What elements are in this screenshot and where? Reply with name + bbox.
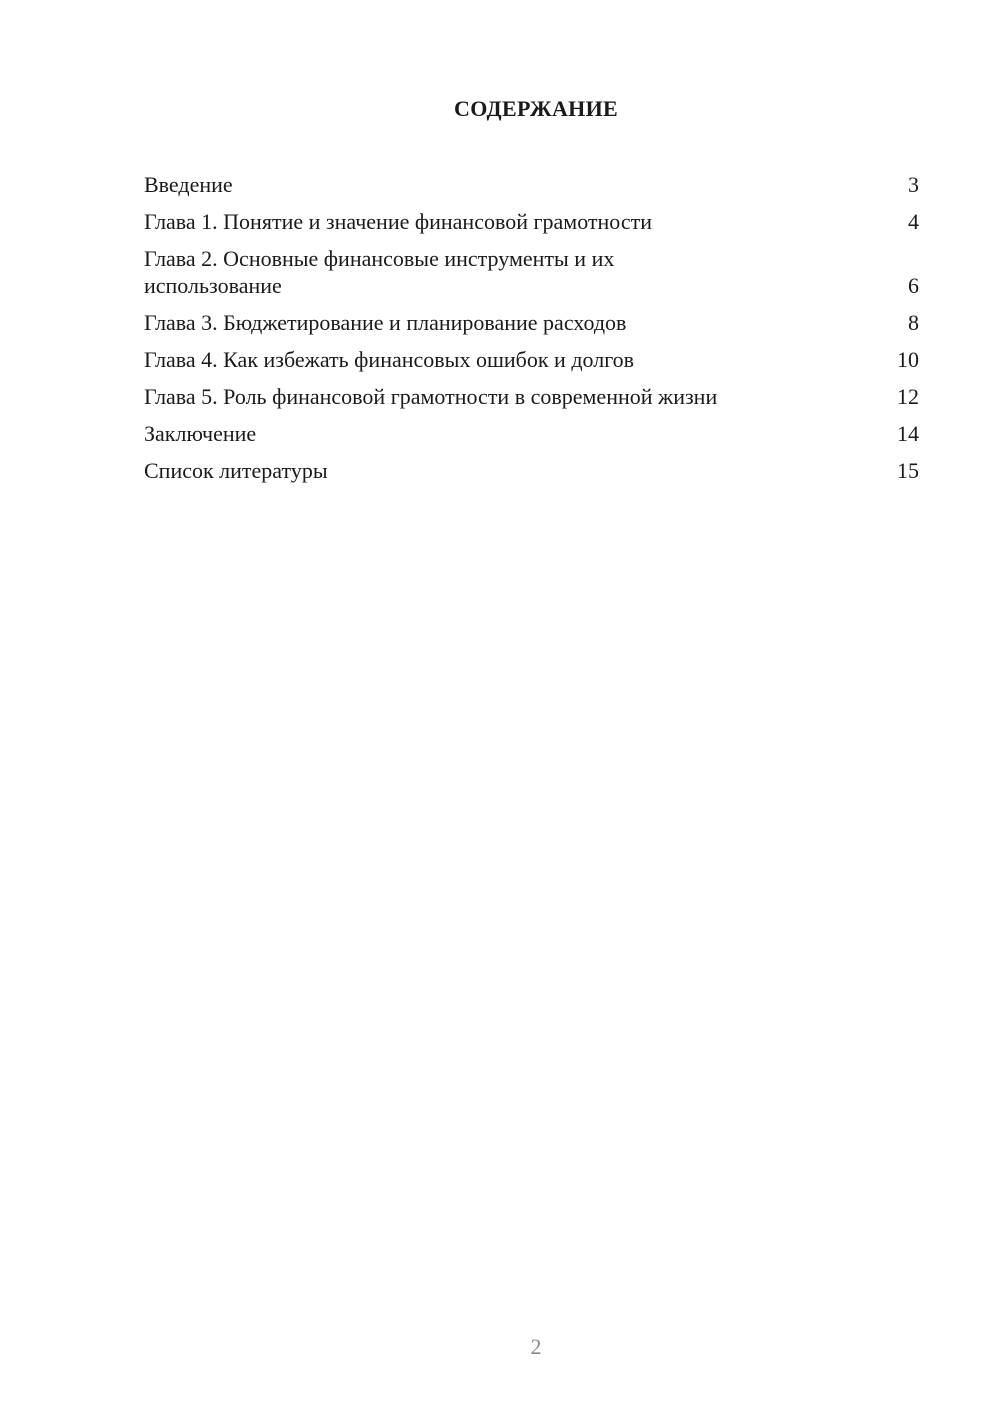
toc-entry-page: 6 bbox=[908, 273, 919, 298]
toc-entry[interactable] bbox=[144, 457, 919, 484]
toc-entry[interactable] bbox=[144, 383, 919, 410]
toc-entry-label: Глава 3. Бюджетирование и планирование расходов bbox=[144, 310, 627, 335]
toc-entry-page: 10 bbox=[897, 347, 919, 372]
toc-entry-label: Список литературы bbox=[144, 458, 328, 483]
table-of-contents bbox=[144, 171, 919, 494]
toc-entry-label: Глава 4. Как избежать финансовых ошибок и долгов bbox=[144, 347, 635, 372]
toc-entry-label: Заключение bbox=[144, 421, 257, 446]
toc-entry[interactable] bbox=[144, 171, 919, 198]
toc-entry[interactable] bbox=[144, 346, 919, 373]
toc-entry[interactable] bbox=[144, 309, 919, 336]
toc-entry[interactable] bbox=[144, 208, 919, 235]
page-number: 2 bbox=[530, 1334, 542, 1359]
toc-entry-label: Глава 1. Понятие и значение финансовой грамотности bbox=[144, 209, 652, 234]
toc-entry-page: 8 bbox=[908, 310, 919, 335]
toc-entry-label: Глава 2. Основные финансовые инструменты и их использование bbox=[144, 246, 615, 298]
toc-entry[interactable] bbox=[144, 245, 919, 299]
toc-entry-page: 15 bbox=[897, 458, 919, 483]
toc-entry[interactable] bbox=[144, 420, 919, 447]
toc-entry-page: 14 bbox=[897, 421, 919, 446]
toc-entry-page: 12 bbox=[897, 384, 919, 409]
toc-entry-label: Глава 5. Роль финансовой грамотности в современной жизни bbox=[144, 384, 718, 409]
page-title: СОДЕРЖАНИЕ bbox=[454, 96, 618, 121]
toc-entry-label: Введение bbox=[144, 172, 233, 197]
toc-entry-page: 4 bbox=[908, 209, 919, 234]
toc-entry-page: 3 bbox=[908, 172, 919, 197]
